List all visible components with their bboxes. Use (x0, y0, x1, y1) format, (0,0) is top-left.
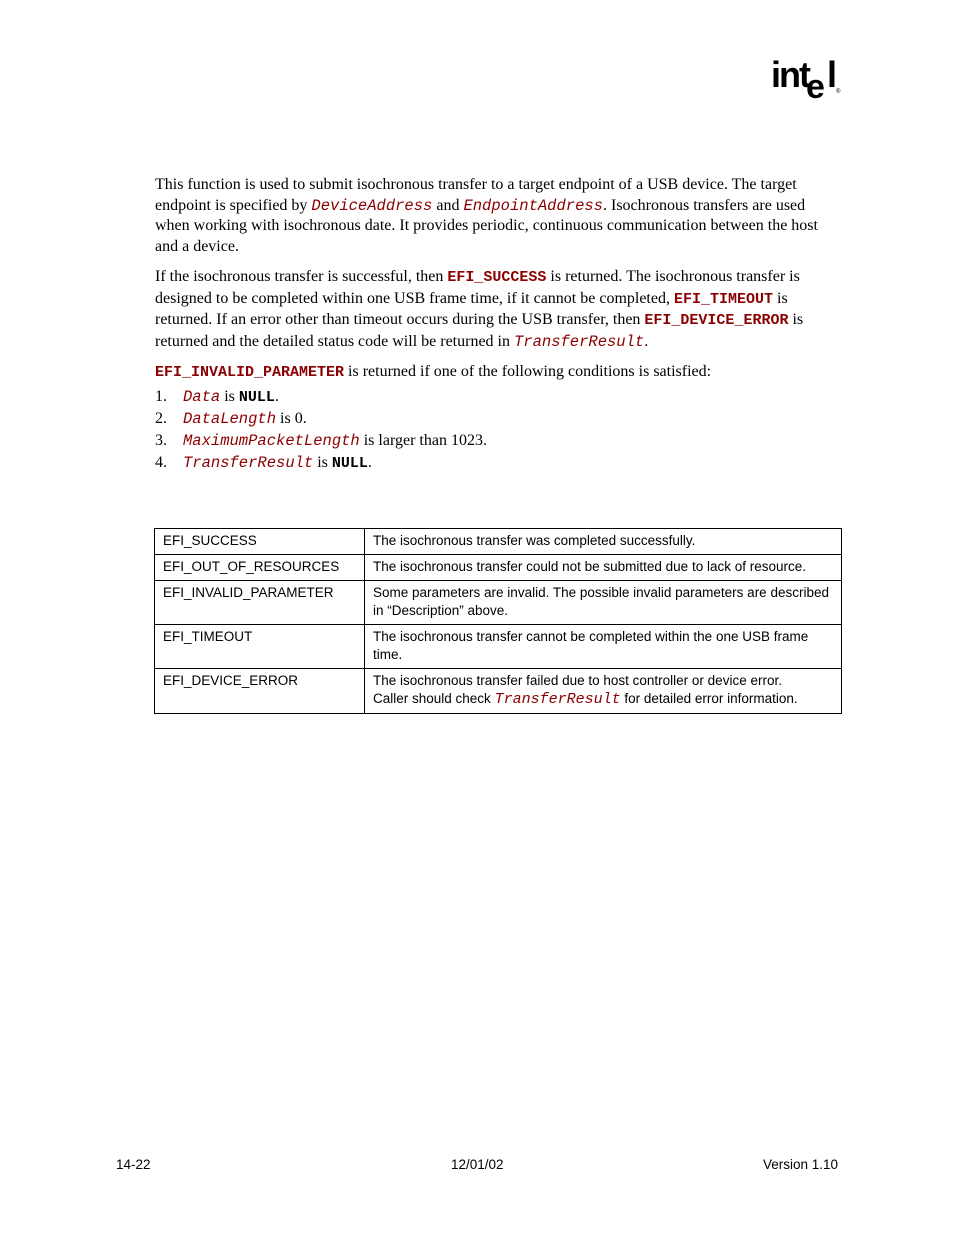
status-description: The isochronous transfer could not be submitted due to lack of resource. (365, 555, 842, 581)
conditions-list (155, 386, 835, 474)
status-code: EFI_INVALID_PARAMETER (155, 581, 365, 625)
status-codes-table (154, 528, 842, 714)
svg-text:int: int (771, 56, 809, 95)
status-code: EFI_DEVICE_ERROR (155, 669, 365, 714)
status-description: The isochronous transfer was completed successfully. (365, 529, 842, 555)
footer-date: 12/01/02 (451, 1157, 504, 1172)
description-paragraph-1: This function is used to submit isochronous transfer to a target endpoint of a USB device. The target endpoint is specified by DeviceAddress and EndpointAddress. Isochronous transfers are used when working with isochronous date. It provides periodic, continuous communication between the host and a device. (155, 176, 818, 255)
list-item: 3. MaximumPacketLength is larger than 1023. (155, 431, 487, 450)
status-description: Some parameters are invalid. The possible invalid parameters are described in “Description” above. (365, 581, 842, 625)
footer-version: Version 1.10 (763, 1157, 839, 1172)
param-device-address: DeviceAddress (311, 196, 433, 215)
status-code: EFI_OUT_OF_RESOURCES (155, 555, 365, 581)
svg-text:l: l (827, 56, 838, 95)
description-section (155, 175, 835, 474)
table-row (155, 555, 842, 581)
const-efi-invalid-parameter: EFI_INVALID_PARAMETER (155, 364, 345, 381)
param-endpoint-address: EndpointAddress (463, 196, 603, 215)
status-description: The isochronous transfer failed due to host controller or device error. Caller should check TransferResult for detailed error information. (365, 669, 842, 714)
description-paragraph-3: EFI_INVALID_PARAMETER is returned if one of the following conditions is satisfied: (155, 363, 712, 381)
param-transfer-result: TransferResult (494, 691, 621, 708)
svg-text:e: e (806, 68, 825, 102)
param-transfer-result: TransferResult (513, 332, 645, 351)
description-paragraph-2: If the isochronous transfer is successful, then EFI_SUCCESS is returned. The isochronous transfer is designed to be completed within one USB frame time, if it cannot be completed, EFI_TIMEOUT is returned. If an error other than timeout occurs during the USB transfer, then EFI_DEVICE_ERROR is returned and the detailed status code will be returned in TransferResult. (155, 268, 804, 351)
const-efi-device-error: EFI_DEVICE_ERROR (644, 312, 789, 329)
svg-text:®: ® (836, 89, 841, 95)
status-description: The isochronous transfer cannot be completed within the one USB frame time. (365, 625, 842, 669)
list-item: 1. Data is NULL. (155, 387, 279, 406)
status-code: EFI_SUCCESS (155, 529, 365, 555)
const-efi-success: EFI_SUCCESS (447, 269, 547, 286)
table-row (155, 529, 842, 555)
table-row (155, 625, 842, 669)
table-row (155, 581, 842, 625)
list-item: 4. TransferResult is NULL. (155, 453, 372, 472)
table-row (155, 669, 842, 714)
const-efi-timeout: EFI_TIMEOUT (673, 290, 774, 308)
page-number: 14-22 (116, 1157, 151, 1172)
intel-logo (770, 56, 842, 102)
status-code: EFI_TIMEOUT (155, 625, 365, 669)
list-item: 2. DataLength is 0. (155, 409, 307, 428)
